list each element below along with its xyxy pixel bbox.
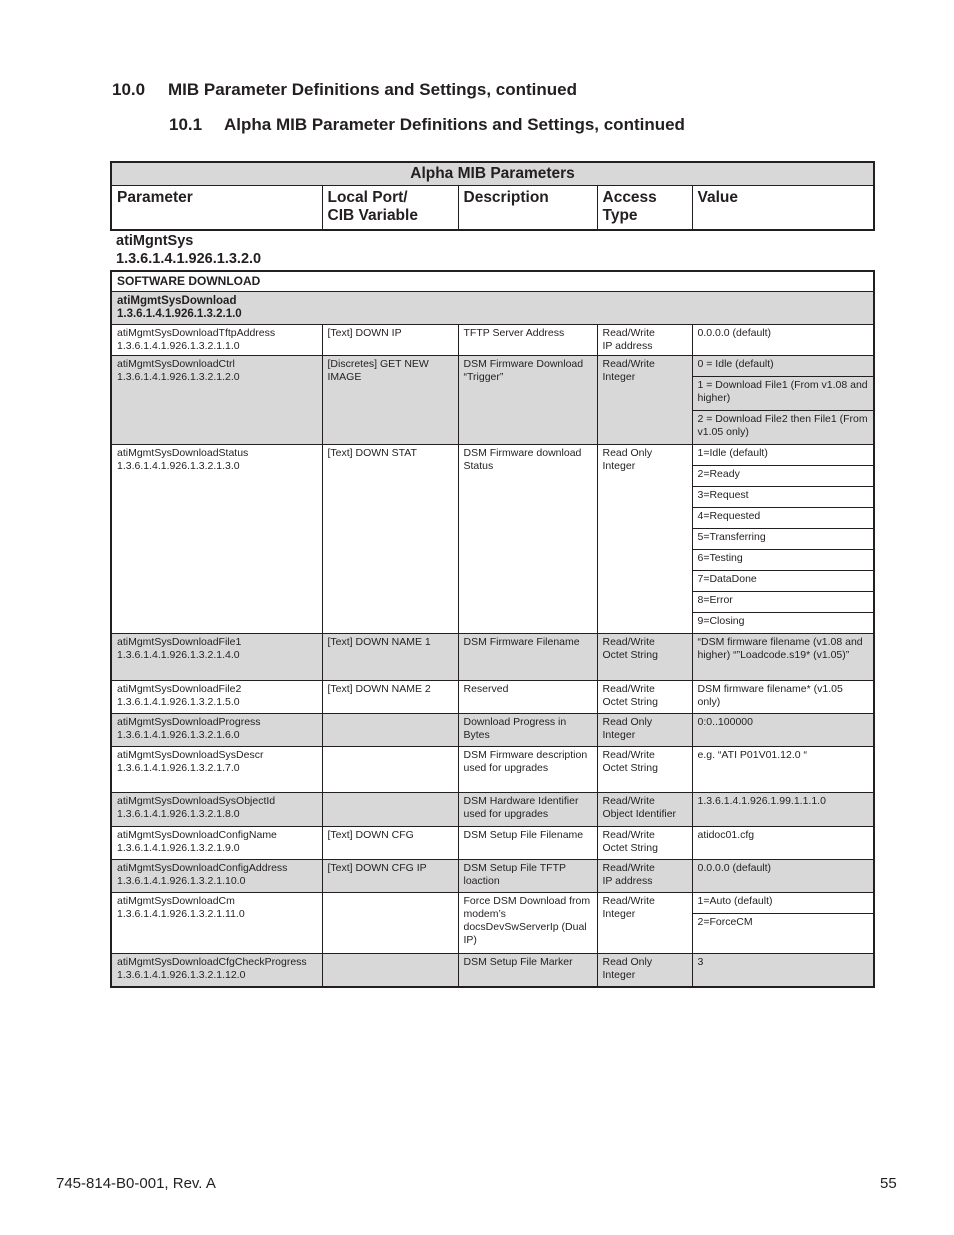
access-type-cell [597, 714, 692, 747]
access-mode: Read/Write [602, 327, 655, 339]
access-mode: Read Only [602, 447, 653, 459]
local-port-cell [322, 714, 458, 747]
subsection-row [111, 292, 874, 325]
subsection-title: Alpha MIB Parameter Definitions and Settings, continued [224, 115, 685, 134]
section-number: 10.0 [112, 80, 146, 99]
description-cell: DSM Firmware description used for upgrades [458, 747, 597, 793]
software-download-table [110, 270, 875, 988]
parameter-oid: 1.3.6.1.4.1.926.1.3.2.1.6.0 [117, 729, 240, 741]
access-mode: Read/Write [602, 895, 655, 907]
table-row [111, 954, 874, 988]
subsection-heading [169, 115, 685, 135]
value-cell: 2=ForceCM [692, 914, 874, 954]
local-port-cell: [Discretes] GET NEW IMAGE [322, 356, 458, 445]
parameter-oid: 1.3.6.1.4.1.926.1.3.2.1.11.0 [117, 908, 245, 920]
parameter-cell [111, 445, 322, 634]
access-type-cell [597, 793, 692, 827]
parameter-cell [111, 681, 322, 714]
parameter-name: atiMgmtSysDownloadTftpAddress [117, 327, 276, 339]
description-cell: DSM Setup File Marker [458, 954, 597, 988]
access-type-cell [597, 954, 692, 988]
table-row [111, 445, 874, 466]
access-data-type: IP address [602, 875, 653, 887]
value-cell: 4=Requested [692, 508, 874, 529]
column-header-local-port-line2: CIB Variable [327, 207, 418, 224]
page-number: 55 [880, 1175, 897, 1192]
description-cell: Download Progress in Bytes [458, 714, 597, 747]
access-data-type: Octet String [602, 842, 658, 854]
parameter-name: atiMgmtSysDownloadCfgCheckProgress [117, 956, 307, 968]
local-port-cell [322, 893, 458, 954]
parameter-name: atiMgmtSysDownloadCm [117, 895, 235, 907]
parameter-name: atiMgmtSysDownloadConfigName [117, 829, 277, 841]
column-header-access-line2: Type [602, 207, 638, 224]
local-port-cell: [Text] DOWN NAME 2 [322, 681, 458, 714]
section-row: SOFTWARE DOWNLOAD [111, 271, 874, 292]
value-cell: 1=Auto (default) [692, 893, 874, 914]
table-row [111, 714, 874, 747]
table-row [111, 860, 874, 893]
parameter-cell [111, 356, 322, 445]
value-cell: 3=Request [692, 487, 874, 508]
value-cell: 7=DataDone [692, 571, 874, 592]
parameter-cell [111, 747, 322, 793]
access-data-type: Integer [602, 371, 636, 383]
parameter-oid: 1.3.6.1.4.1.926.1.3.2.1.9.0 [117, 842, 240, 854]
access-data-type: Integer [602, 969, 636, 981]
local-port-cell: [Text] DOWN IP [322, 325, 458, 356]
parameter-oid: 1.3.6.1.4.1.926.1.3.2.1.2.0 [117, 371, 240, 383]
table-row [111, 325, 874, 356]
access-mode: Read/Write [602, 636, 655, 648]
parameter-name: atiMgmtSysDownloadSysObjectId [117, 795, 276, 807]
access-type-cell [597, 747, 692, 793]
access-data-type: Integer [602, 729, 636, 741]
parameter-cell [111, 634, 322, 681]
access-data-type: IP address [602, 340, 653, 352]
parameter-cell [111, 714, 322, 747]
document-number: 745-814-B0-001, Rev. A [56, 1175, 216, 1192]
section-heading [112, 80, 577, 100]
parameter-oid: 1.3.6.1.4.1.926.1.3.2.1.10.0 [117, 875, 246, 887]
value-cell: 0.0.0.0 (default) [692, 325, 874, 356]
value-cell: 3 [692, 954, 874, 988]
value-cell: DSM firmware filename* (v1.05 only) [692, 681, 874, 714]
local-port-cell: [Text] DOWN CFG [322, 827, 458, 860]
column-header-value: Value [692, 186, 874, 231]
access-mode: Read Only [602, 956, 653, 968]
access-type-cell [597, 827, 692, 860]
description-cell: DSM Firmware download Status [458, 445, 597, 634]
value-cell: 0.0.0.0 (default) [692, 860, 874, 893]
local-port-cell: [Text] DOWN STAT [322, 445, 458, 634]
value-cell: 8=Error [692, 592, 874, 613]
value-cell: 0 = Idle (default) [692, 356, 874, 377]
parameter-oid: 1.3.6.1.4.1.926.1.3.2.1.8.0 [117, 808, 240, 820]
subsection-oid: 1.3.6.1.4.1.926.1.3.2.1.0 [117, 308, 242, 320]
parameter-cell [111, 954, 322, 988]
column-header-description: Description [458, 186, 597, 231]
access-mode: Read/Write [602, 358, 655, 370]
value-cell: 9=Closing [692, 613, 874, 634]
group-name: atiMgntSys [116, 233, 194, 249]
access-mode: Read/Write [602, 749, 655, 761]
value-cell: 0:0..100000 [692, 714, 874, 747]
value-cell: 2=Ready [692, 466, 874, 487]
value-cell: 1.3.6.1.4.1.926.1.99.1.1.1.0 [692, 793, 874, 827]
access-type-cell [597, 445, 692, 634]
parameter-oid: 1.3.6.1.4.1.926.1.3.2.1.12.0 [117, 969, 246, 981]
group-title [116, 232, 261, 268]
table-row [111, 681, 874, 714]
parameter-name: atiMgmtSysDownloadCtrl [117, 358, 235, 370]
value-cell: 1=Idle (default) [692, 445, 874, 466]
table-row [111, 893, 874, 914]
access-mode: Read/Write [602, 683, 655, 695]
local-port-cell [322, 747, 458, 793]
column-header-access-line1: Access [602, 189, 657, 206]
access-data-type: Integer [602, 908, 636, 920]
access-type-cell [597, 860, 692, 893]
value-cell: 5=Transferring [692, 529, 874, 550]
value-cell: 6=Testing [692, 550, 874, 571]
table-row [111, 827, 874, 860]
column-header-local-port [322, 186, 458, 231]
column-header-access-type [597, 186, 692, 231]
access-type-cell [597, 325, 692, 356]
parameters-header-table [110, 161, 875, 231]
section-title: MIB Parameter Definitions and Settings, continued [168, 80, 577, 99]
parameter-cell [111, 793, 322, 827]
access-mode: Read Only [602, 716, 653, 728]
parameter-name: atiMgmtSysDownloadSysDescr [117, 749, 264, 761]
access-data-type: Octet String [602, 649, 658, 661]
access-type-cell [597, 634, 692, 681]
access-data-type: Integer [602, 460, 636, 472]
access-data-type: Object Identifier [602, 808, 677, 820]
parameter-oid: 1.3.6.1.4.1.926.1.3.2.1.4.0 [117, 649, 240, 661]
access-data-type: Octet String [602, 762, 658, 774]
value-cell: 2 = Download File2 then File1 (From v1.05 only) [692, 411, 874, 445]
local-port-cell [322, 954, 458, 988]
access-type-cell [597, 681, 692, 714]
column-header-local-port-line1: Local Port/ [327, 189, 408, 206]
parameter-name: atiMgmtSysDownloadProgress [117, 716, 261, 728]
parameter-oid: 1.3.6.1.4.1.926.1.3.2.1.7.0 [117, 762, 240, 774]
subsection-name: atiMgmtSysDownload [117, 295, 237, 307]
access-mode: Read/Write [602, 829, 655, 841]
description-cell: DSM Setup File Filename [458, 827, 597, 860]
parameter-name: atiMgmtSysDownloadStatus [117, 447, 249, 459]
table-row [111, 634, 874, 681]
table-row [111, 793, 874, 827]
description-cell: Reserved [458, 681, 597, 714]
table-row [111, 356, 874, 377]
subsection-number: 10.1 [169, 115, 203, 134]
local-port-cell: [Text] DOWN CFG IP [322, 860, 458, 893]
description-cell: DSM Firmware Download “Trigger” [458, 356, 597, 445]
parameter-oid: 1.3.6.1.4.1.926.1.3.2.1.5.0 [117, 696, 240, 708]
access-data-type: Octet String [602, 696, 658, 708]
parameter-oid: 1.3.6.1.4.1.926.1.3.2.1.1.0 [117, 340, 240, 352]
parameter-oid: 1.3.6.1.4.1.926.1.3.2.1.3.0 [117, 460, 240, 472]
parameter-cell [111, 827, 322, 860]
value-cell: e.g. “ATI P01V01.12.0 “ [692, 747, 874, 793]
description-cell: Force DSM Download from modem’s docsDevSwServerIp (Dual IP) [458, 893, 597, 954]
parameter-cell [111, 325, 322, 356]
column-header-parameter: Parameter [111, 186, 322, 231]
access-mode: Read/Write [602, 862, 655, 874]
group-oid: 1.3.6.1.4.1.926.1.3.2.0 [116, 251, 262, 267]
description-cell: DSM Firmware Filename [458, 634, 597, 681]
parameter-name: atiMgmtSysDownloadFile1 [117, 636, 242, 648]
access-type-cell [597, 356, 692, 445]
access-mode: Read/Write [602, 795, 655, 807]
parameter-name: atiMgmtSysDownloadConfigAddress [117, 862, 288, 874]
description-cell: TFTP Server Address [458, 325, 597, 356]
table-title: Alpha MIB Parameters [111, 162, 874, 186]
description-cell: DSM Setup File TFTP loaction [458, 860, 597, 893]
description-cell: DSM Hardware Identifier used for upgrades [458, 793, 597, 827]
parameter-name: atiMgmtSysDownloadFile2 [117, 683, 242, 695]
value-cell: “DSM firmware filename (v1.08 and higher) “”Loadcode.s19* (v1.05)” [692, 634, 874, 681]
parameter-cell [111, 893, 322, 954]
local-port-cell [322, 793, 458, 827]
parameter-cell [111, 860, 322, 893]
local-port-cell: [Text] DOWN NAME 1 [322, 634, 458, 681]
value-cell: atidoc01.cfg [692, 827, 874, 860]
access-type-cell [597, 893, 692, 954]
table-row [111, 747, 874, 793]
value-cell: 1 = Download File1 (From v1.08 and higher) [692, 377, 874, 411]
